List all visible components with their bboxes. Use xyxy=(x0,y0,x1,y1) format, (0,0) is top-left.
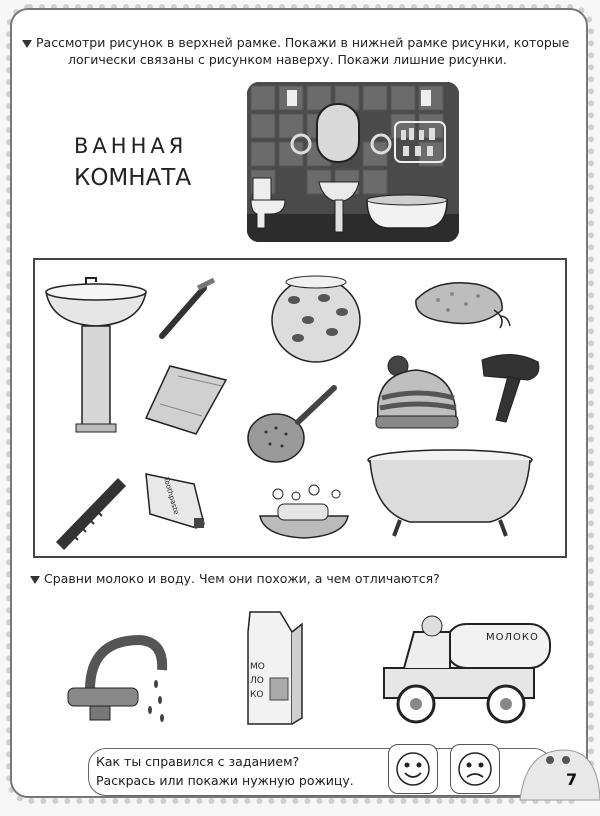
toothbrush-picture[interactable] xyxy=(152,276,222,346)
smiley-happy-icon xyxy=(389,745,437,793)
rating-line1: Как ты справился с заданием? xyxy=(96,754,300,769)
milk-pack-picture[interactable] xyxy=(236,608,306,730)
milk-truck-picture[interactable] xyxy=(376,608,556,738)
faucet-picture[interactable] xyxy=(60,620,170,730)
task1-line2: логически связаны с рисунком наверху. Покажи лишние рисунки. xyxy=(68,52,507,67)
room-title-line2: КОМНАТА xyxy=(74,165,192,191)
page-number: 7 xyxy=(566,770,578,789)
task2-instruction xyxy=(30,570,440,587)
soap-dish-picture[interactable] xyxy=(254,480,354,550)
rating-line2: Раскрась или покажи нужную рожицу. xyxy=(96,773,354,788)
milk-letters-1: МО xyxy=(250,662,265,672)
comb-picture[interactable] xyxy=(48,470,128,550)
sad-face-button[interactable] xyxy=(450,744,500,794)
sponge-picture[interactable] xyxy=(408,270,518,340)
task2-text: Сравни молоко и воду. Чем они похожи, а чем отличаются? xyxy=(44,571,440,586)
bathroom-illustration xyxy=(247,82,459,242)
hat-picture[interactable] xyxy=(368,352,464,436)
corner-blob-decoration xyxy=(510,720,600,810)
milk-letters-3: КО xyxy=(250,690,264,700)
task1-instruction xyxy=(22,34,582,68)
strainer-picture[interactable] xyxy=(240,382,340,472)
aquarium-picture[interactable] xyxy=(268,272,364,364)
room-title xyxy=(74,130,234,194)
triangle-bullet-icon xyxy=(30,576,40,584)
sink-picture[interactable] xyxy=(42,272,152,442)
milk-letters-2: ЛО xyxy=(250,676,264,686)
hair-dryer-picture[interactable] xyxy=(478,346,548,426)
towel-picture[interactable] xyxy=(140,358,230,438)
truck-tank-label: МОЛОКО xyxy=(486,632,539,643)
toothpaste-picture[interactable] xyxy=(138,470,208,530)
happy-face-button[interactable] xyxy=(388,744,438,794)
bathtub-picture[interactable] xyxy=(360,446,540,546)
self-assessment-text xyxy=(96,752,354,790)
room-title-line1: ВАННАЯ xyxy=(74,134,188,158)
triangle-bullet-icon xyxy=(22,40,32,48)
smiley-sad-icon xyxy=(451,745,499,793)
toothpaste-label: Toothpaste xyxy=(162,476,181,516)
task1-line1: Рассмотри рисунок в верхней рамке. Покажи в нижней рамке рисунки, которые xyxy=(36,35,570,50)
